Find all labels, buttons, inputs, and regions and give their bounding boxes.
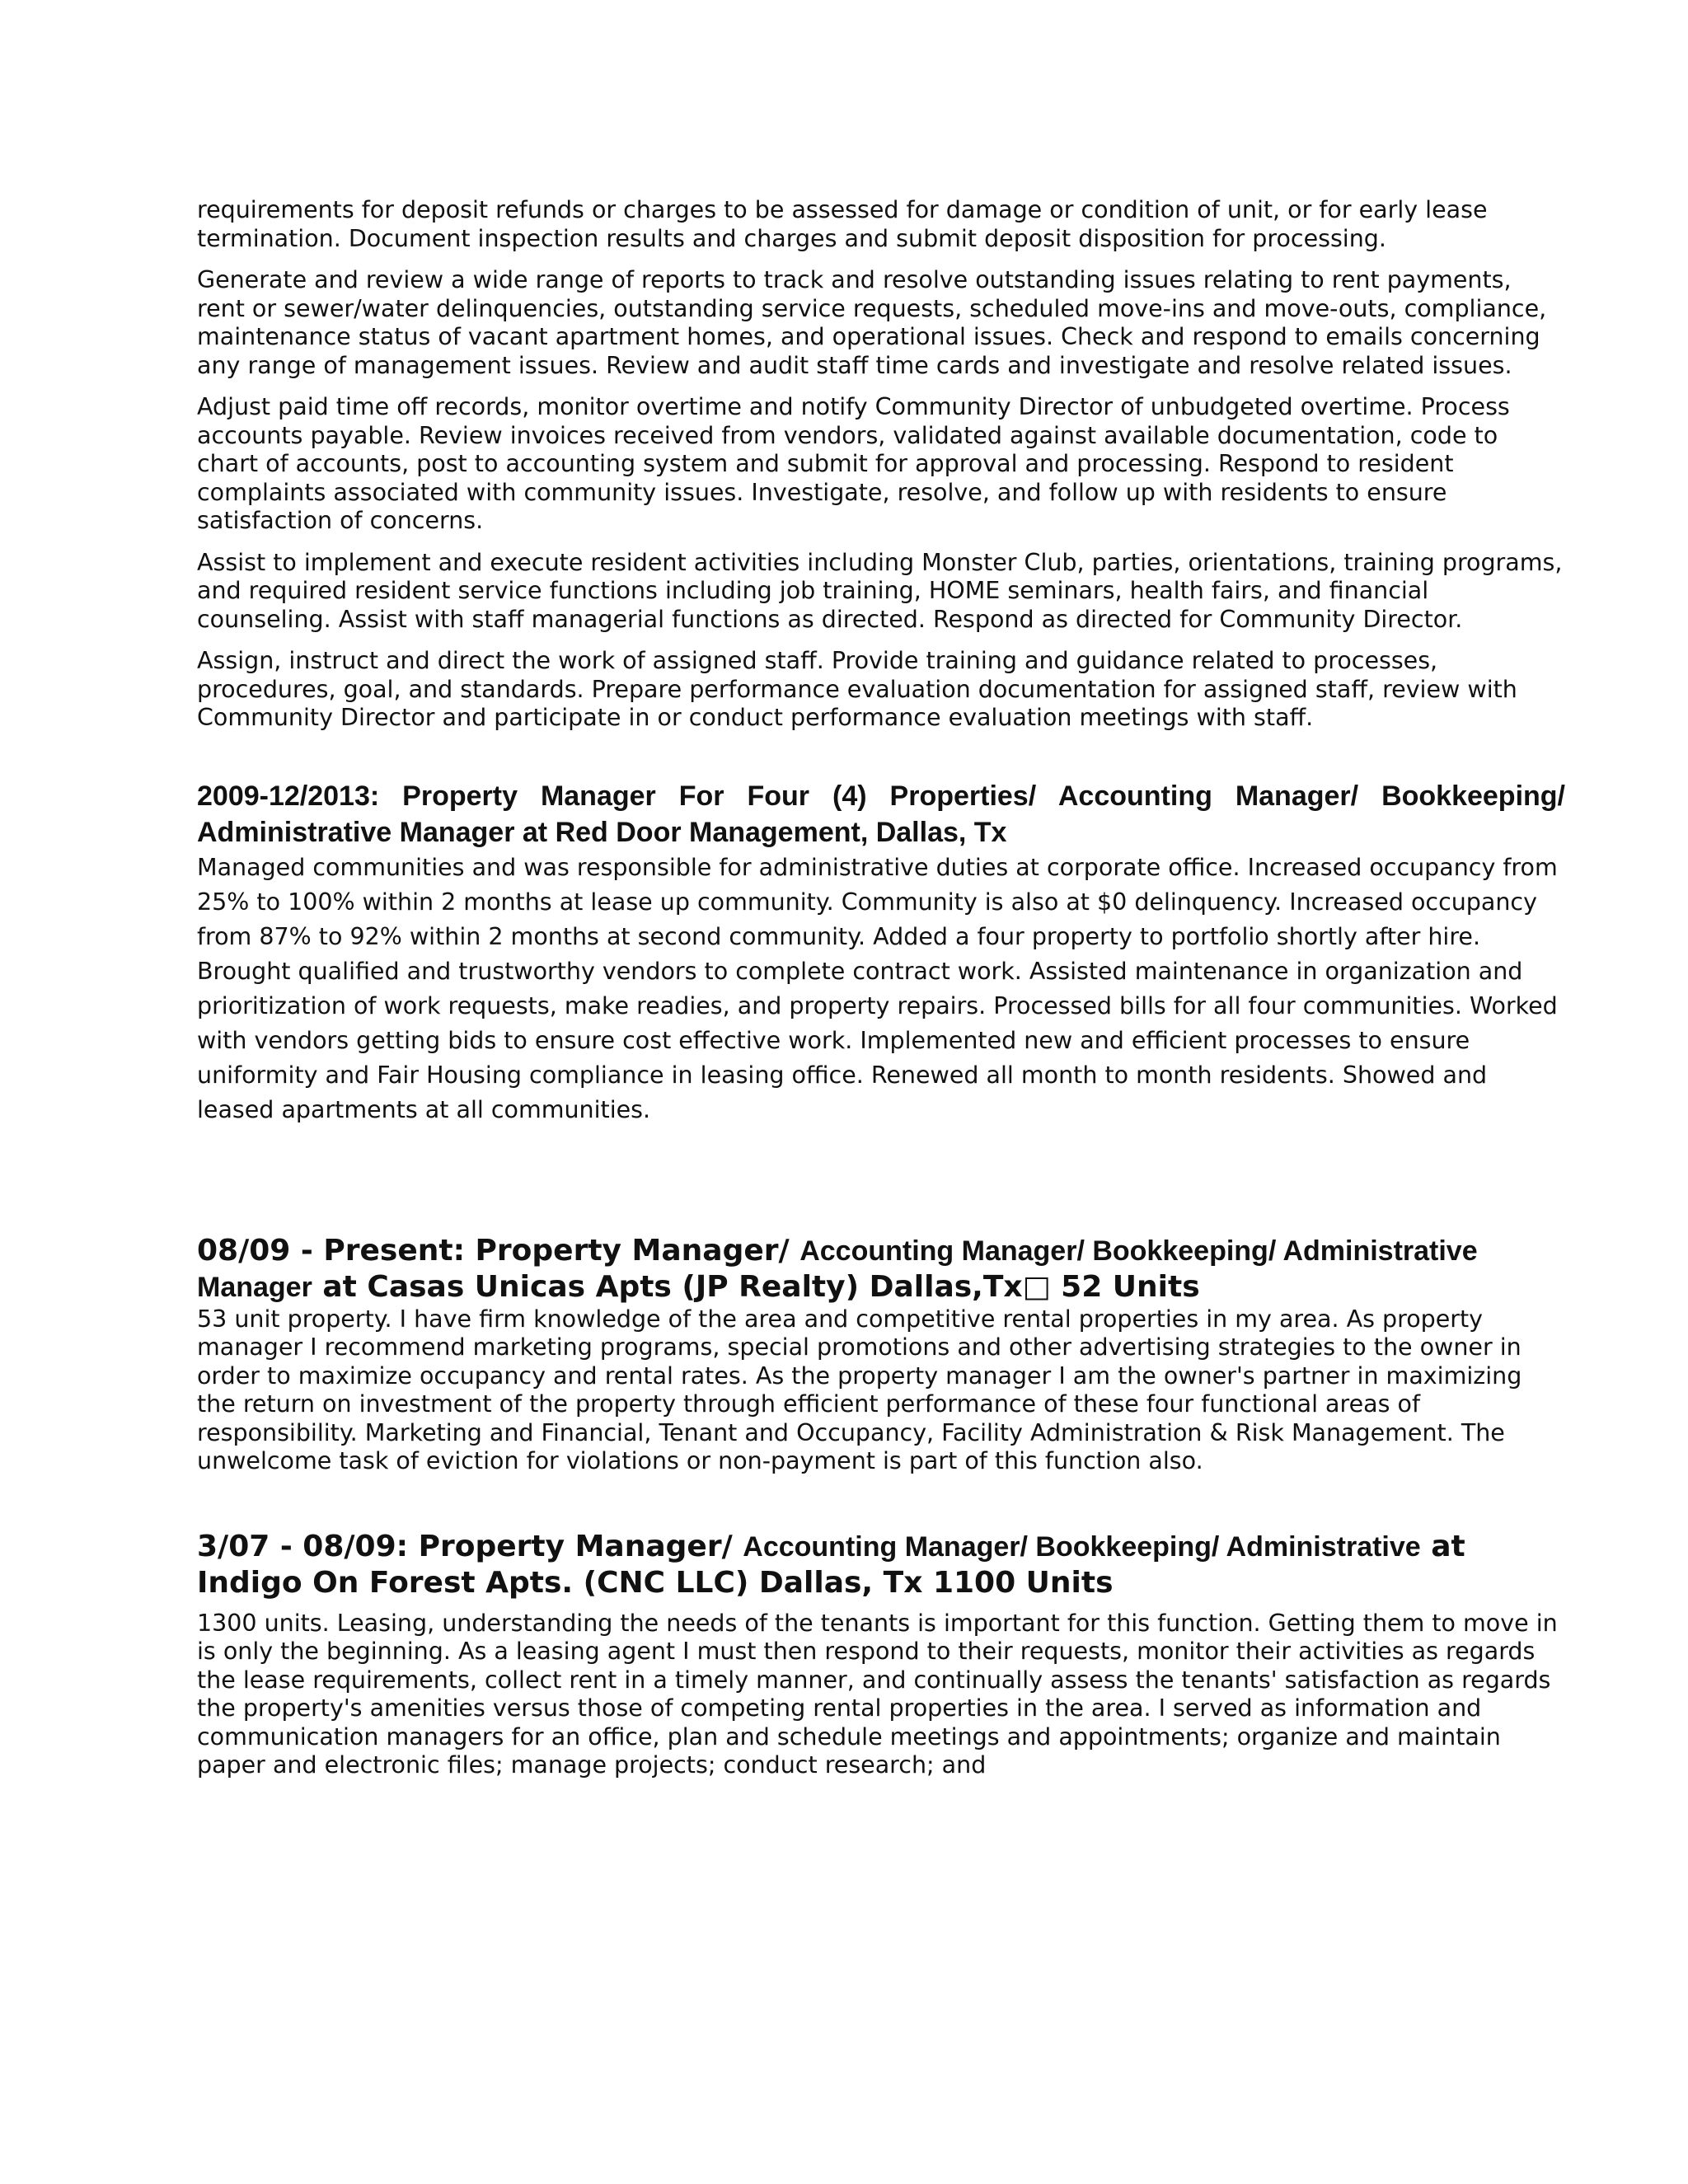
job-entry-red-door bbox=[197, 778, 1565, 1127]
job-description: 1300 units. Leasing, understanding the needs of the tenants is important for this function. Getting them to move in is only the beginning. As a leasing agent I must then respond to their requests, monitor their activities as regards the lease requirements, collect rent in a timely manner, and continually assess the tenants' satisfaction as regards the property's amenities versus those of competing rental properties in the area. I served as information and communication managers for an office, plan and schedule meetings and appointments; organize and maintain paper and electronic files; manage projects; conduct research; and bbox=[197, 1609, 1558, 1779]
job-title-part: Accounting Manager/ Bookkeeping/ Administrative Manager bbox=[197, 1235, 1478, 1303]
job-description: 53 unit property. I have firm knowledge of the area and competitive rental properties in my area. As property manager I recommend marketing programs, special promotions and other advertising strategies to the owner in order to maximize occupancy and rental rates. As the property manager I am the owner's partner in maximizing the return on investment of the property through efficient performance of these four functional areas of responsibility. Marketing and Financial, Tenant and Occupancy, Facility Administration & Risk Management. The unwelcome task of eviction for violations or non-payment is part of this function also. bbox=[197, 1305, 1522, 1474]
job-entry-indigo-on-forest bbox=[197, 1529, 1565, 1780]
intro-paragraph: Assist to implement and execute resident activities including Monster Club, parties, orientations, training programs, and required resident service functions including job training, HOME seminars, health fairs, and financial counseling. Assist with staff managerial functions as directed. Respond as directed for Community Director. bbox=[197, 548, 1563, 633]
job-description: Managed communities and was responsible for administrative duties at corporate office. Increased occupancy from 25% to 100% within 2 months at lease up community. Community is also at $0 delinquency. Increased occupancy from 87% to 92% within 2 months at second community. Added a four property to portfolio shortly after hire. Brought qualified and trustworthy vendors to complete contract work. Assisted maintenance in organization and prioritization of work requests, make readies, and property repairs. Processed bills for all four communities. Worked with vendors getting bids to ensure cost effective work. Implemented new and efficient processes to ensure uniformity and Fair Housing compliance in leasing office. Renewed all month to month residents. Showed and leased apartments at all communities. bbox=[197, 853, 1558, 1123]
job-title-part: Accounting Manager/ Bookkeeping/ Administrative bbox=[743, 1530, 1421, 1563]
job-title-part: at Casas Unicas Apts (JP Realty) Dallas,Tx□ 52 Units bbox=[312, 1269, 1200, 1304]
job-title bbox=[197, 1233, 1565, 1305]
job-title: 2009-12/2013: Property Manager For Four (4) Properties/ Accounting Manager/ Bookkeeping/ Administrative Manager at Red Door Management, Dallas, Tx bbox=[197, 780, 1565, 848]
job-title-part: 08/09 - Present: Property Manager/ bbox=[197, 1233, 800, 1268]
job-title bbox=[197, 1529, 1565, 1601]
job-title-part: 3/07 - 08/09: Property Manager/ bbox=[197, 1529, 743, 1563]
job-entry-casas-unicas bbox=[197, 1233, 1565, 1476]
job-title-part: at Indigo On Forest Apts. (CNC LLC) Dallas, Tx 1100 Units bbox=[197, 1529, 1465, 1600]
intro-paragraph: Adjust paid time off records, monitor overtime and notify Community Director of unbudgeted overtime. Process accounts payable. Review invoices received from vendors, validated against available documentation, code to chart of accounts, post to accounting system and submit for approval and processing. Respond to resident complaints associated with community issues. Investigate, resolve, and follow up with residents to ensure satisfaction of concerns. bbox=[197, 393, 1510, 534]
intro-paragraph: Generate and review a wide range of reports to track and resolve outstanding issues relating to rent payments, rent or sewer/water delinquencies, outstanding service requests, scheduled move-ins and move-outs, compliance, maintenance status of vacant apartment homes, and operational issues. Check and respond to emails concerning any range of management issues. Review and audit staff time cards and investigate and resolve related issues. bbox=[197, 266, 1547, 379]
resume-page bbox=[197, 196, 1565, 1780]
intro-paragraph: requirements for deposit refunds or charges to be assessed for damage or condition of unit, or for early lease termination. Document inspection results and charges and submit deposit disposition for processing. bbox=[197, 196, 1488, 252]
intro-paragraph: Assign, instruct and direct the work of assigned staff. Provide training and guidance related to processes, procedures, goal, and standards. Prepare performance evaluation documentation for assigned staff, review with Community Director and participate in or conduct performance evaluation meetings with staff. bbox=[197, 647, 1517, 731]
